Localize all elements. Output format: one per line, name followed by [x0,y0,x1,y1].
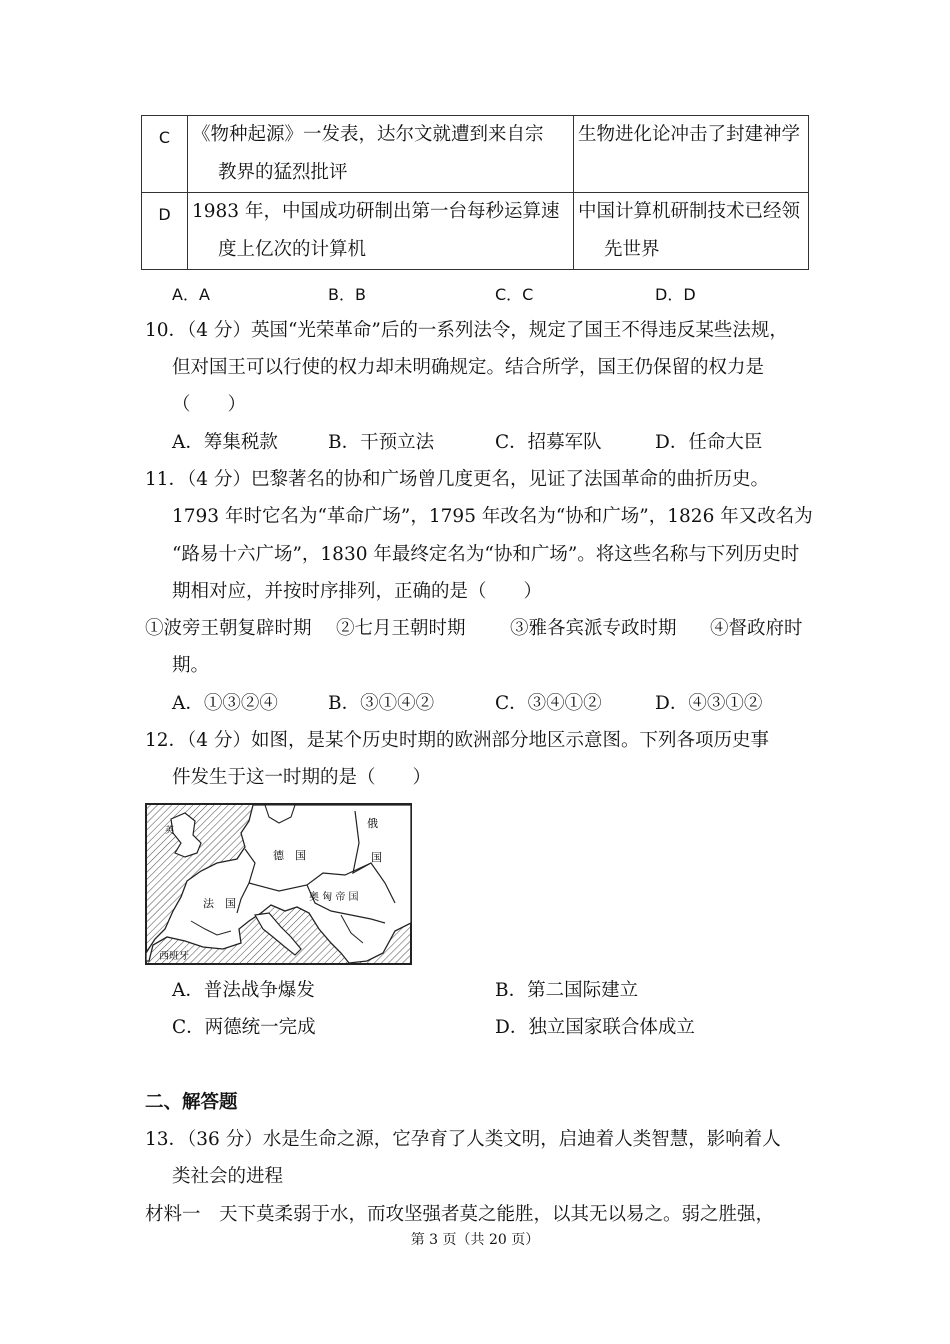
q10-option-b[interactable]: B．干预立法 [328,432,435,453]
q10-stem: （ ） [172,394,247,415]
label-germany: 德 国 [273,849,306,862]
q11-item-cont: 期。 [172,655,210,676]
conclusion-text [574,154,808,192]
q12-stem: 件发生于这一时期的是（ ） [172,767,432,788]
q12-option-d[interactable]: D．独立国家联合体成立 [495,1017,695,1038]
conclusion-cell [574,116,809,193]
q11-option-a[interactable]: A．①③②④ [172,693,278,714]
label-france: 法 国 [203,897,236,910]
label-austria-hungary: 奥 匈 帝 国 [309,892,359,903]
label-spain: 西班牙 [159,951,189,962]
page-footer: 第 3 页（共 20 页） [410,1232,540,1248]
event-cell [188,116,574,193]
conclusion-text: 生物进化论冲击了封建神学 [578,124,801,145]
q11-stem: “路易十六广场”，1830 年最终定名为“协和广场”。将这些名称与下列历史时 [172,544,800,565]
table-row [142,193,809,270]
q9-option-d[interactable]: D．D [655,285,696,304]
q11-option-c[interactable]: C．③④①② [495,693,602,714]
q10-stem: 10．（4 分）英国“光荣革命”后的一系列法令，规定了国王不得违反某些法规， [145,320,788,341]
table-row [142,116,809,193]
q9-option-c[interactable]: C．C [495,285,534,304]
q9-option-a[interactable]: A．A [172,285,210,304]
q10-option-c[interactable]: C．招募军队 [495,432,602,453]
event-text: 1983 年，中国成功研制出第一台每秒运算速 [192,201,560,222]
conclusion-text: 先世界 [604,239,660,260]
europe-map [145,803,412,965]
event-text: 度上亿次的计算机 [218,239,367,260]
q11-item: ①波旁王朝复辟时期 [145,618,312,639]
q13-stem: 类社会的进程 [172,1166,284,1187]
q11-stem: 11．（4 分）巴黎著名的协和广场曾几度更名，见证了法国革命的曲折历史。 [145,469,769,490]
label-russia-1: 俄 [367,817,378,830]
q13-stem: 13．（36 分）水是生命之源，它孕育了人类文明，启迪着人类智慧，影响着人 [145,1129,781,1150]
conclusion-text: 中国计算机研制技术已经领 [578,201,801,222]
q12-option-c[interactable]: C．两德统一完成 [172,1017,316,1038]
row-letter: D [142,193,188,270]
event-cell [188,193,574,270]
q12-option-a[interactable]: A．普法战争爆发 [172,980,315,1001]
q10-option-a[interactable]: A．筹集税款 [172,432,278,453]
event-text: 教界的猛烈批评 [218,162,348,183]
conclusion-cell [574,193,809,270]
q11-stem: 1793 年时它名为“革命广场”，1795 年改名为“协和广场”，1826 年又改名为 [172,506,813,527]
label-russia-2: 国 [371,851,382,864]
event-text: 《物种起源》一发表，达尔文就遭到来自宗 [192,124,544,145]
q11-option-b[interactable]: B．③①④② [328,693,435,714]
q11-item: ②七月王朝时期 [336,618,466,639]
section-title: 二、解答题 [145,1092,238,1113]
q13-material: 材料一 天下莫柔弱于水，而攻坚强者莫之能胜，以其无以易之。弱之胜强， [145,1204,775,1225]
q10-stem: 但对国王可以行使的权力却未明确规定。结合所学，国王仍保留的权力是 [172,357,765,378]
label-britain: 英 [165,826,175,836]
q9-option-b[interactable]: B．B [328,285,366,304]
q11-item: ③雅各宾派专政时期 [510,618,677,639]
q10-option-d[interactable]: D．任命大臣 [655,432,763,453]
q11-option-d[interactable]: D．④③①② [655,693,763,714]
row-letter: C [142,116,188,193]
q12-option-b[interactable]: B．第二国际建立 [495,980,639,1001]
q11-item: ④督政府时 [710,618,803,639]
q11-stem: 期相对应，并按时序排列，正确的是（ ） [172,581,543,602]
options-table [141,115,809,270]
q12-stem: 12．（4 分）如图，是某个历史时期的欧洲部分地区示意图。下列各项历史事 [145,730,769,751]
